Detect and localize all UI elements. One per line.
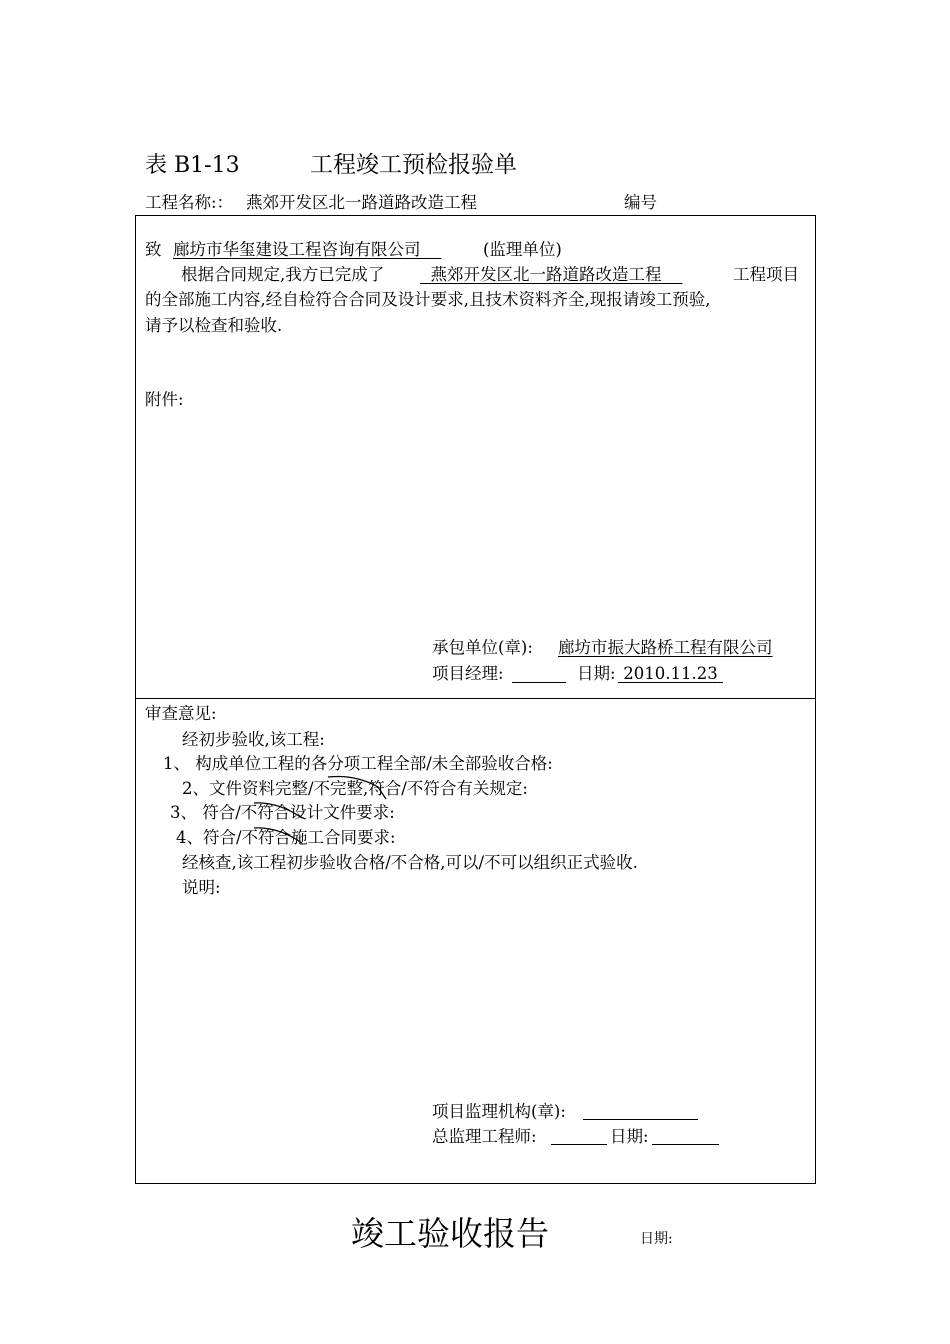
request-date-text: 2010.11.23 [623, 664, 718, 683]
review-note-label: 说明: [182, 878, 221, 897]
review-date-line [652, 1144, 719, 1145]
manager-signature-line [512, 682, 566, 683]
strike-mark-item2-path [328, 776, 386, 799]
section-divider [135, 698, 816, 699]
review-item-1: 1、 构成单位工程的各分项工程全部/未全部验收合格: [163, 754, 553, 773]
review-conclusion: 经核查,该工程初步验收合格/不合格,可以/不可以组织正式验收. [182, 853, 638, 872]
request-line3: 请予以检查和验收. [145, 316, 283, 335]
contractor-label: 承包单位(章): [432, 638, 533, 657]
footer-date-label: 日期: [640, 1231, 673, 1247]
project-name-label: 工程名称:： [145, 193, 234, 212]
review-intro: 经初步验收,该工程: [182, 730, 325, 749]
manager-label: 项目经理: [432, 664, 504, 683]
table-number: 表 B1-13 [145, 153, 240, 178]
to-prefix: 致 [145, 240, 162, 259]
agency-signature-line [583, 1119, 698, 1120]
engineer-label: 总监理工程师: [432, 1127, 537, 1146]
agency-label: 项目监理机构(章): [432, 1102, 566, 1121]
number-label: 编号 [624, 193, 657, 212]
strike-mark-item3 [248, 798, 308, 824]
review-item-2: 2、文件资料完整/不完整,符合/不符合有关规定: [182, 779, 528, 798]
request-line2: 的全部施工内容,经自检符合合同及设计要求,且技术资料齐全,现报请竣工预验, [145, 290, 711, 309]
strike-mark-item3-path [254, 803, 302, 818]
report-title: 竣工验收报告 [351, 1214, 549, 1253]
engineer-signature-line [551, 1144, 607, 1145]
supervisor-name [173, 240, 441, 260]
request-date-label: 日期: [577, 664, 616, 683]
review-date-label: 日期: [610, 1127, 649, 1146]
request-line1-project-text: 燕郊开发区北一路道路改造工程 [430, 265, 662, 284]
contractor-name: 廊坊市振大路桥工程有限公司 [558, 638, 773, 657]
form-table [135, 215, 816, 1184]
review-item-3: 3、 符合/不符合设计文件要求: [170, 803, 395, 822]
supervisor-suffix: (监理单位) [483, 240, 562, 259]
request-line1-project [420, 265, 682, 285]
review-item-4: 4、符合/不符合施工合同要求: [176, 828, 396, 847]
request-date-value [618, 664, 723, 684]
strike-mark-item2 [320, 773, 395, 803]
review-title: 审查意见: [145, 704, 217, 723]
strike-mark-item4 [248, 823, 308, 849]
request-line1-suffix: 工程项目 [733, 265, 799, 284]
attachment-label: 附件: [145, 390, 184, 409]
form-title: 工程竣工预检报验单 [310, 152, 517, 178]
supervisor-name-text: 廊坊市华玺建设工程咨询有限公司 [173, 240, 421, 259]
strike-mark-item4-path [254, 828, 302, 843]
project-name: 燕郊开发区北一路道路改造工程 [246, 193, 477, 212]
request-line1-prefix: 根据合同规定,我方已完成了 [181, 265, 385, 284]
